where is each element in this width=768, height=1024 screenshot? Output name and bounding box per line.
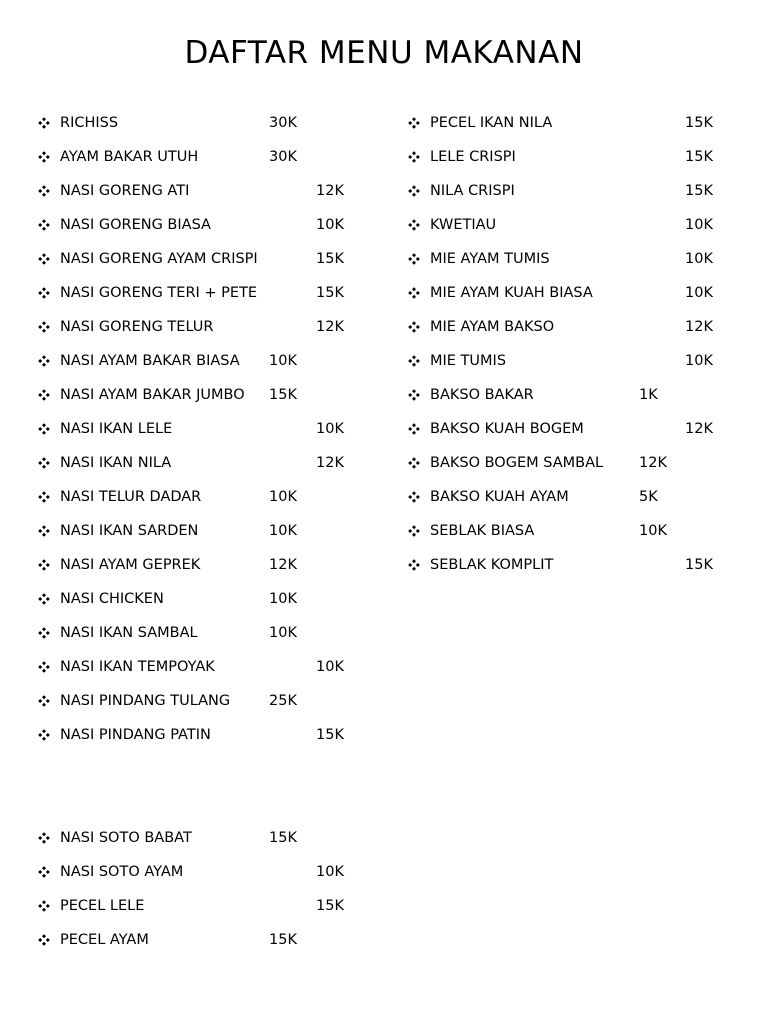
- menu-item-name: BAKSO KUAH AYAM: [430, 489, 569, 505]
- right-menu-item: [408, 317, 725, 337]
- menu-item-name: SEBLAK KOMPLIT: [430, 557, 554, 573]
- four-diamond-bullet-icon: [408, 287, 420, 299]
- menu-item-price: 10K: [269, 489, 297, 505]
- four-diamond-bullet-icon: [408, 525, 420, 537]
- four-diamond-bullet-icon: [38, 934, 50, 946]
- four-diamond-bullet-icon: [408, 559, 420, 571]
- four-diamond-bullet-icon: [38, 117, 50, 129]
- menu-item-price: 10K: [269, 625, 297, 641]
- menu-item-price: 12K: [685, 421, 713, 437]
- menu-item-name: BAKSO BOGEM SAMBAL: [430, 455, 604, 471]
- right-menu-item: [408, 181, 725, 201]
- four-diamond-bullet-icon: [38, 185, 50, 197]
- menu-item-price: 10K: [685, 353, 713, 369]
- four-diamond-bullet-icon: [38, 151, 50, 163]
- menu-item-price: 10K: [269, 523, 297, 539]
- menu-item-name: PECEL IKAN NILA: [430, 115, 553, 131]
- menu-item-name: RICHISS: [60, 115, 119, 131]
- menu-item-name: NASI PINDANG TULANG: [60, 693, 231, 709]
- menu-item-price: 15K: [269, 387, 297, 403]
- left-menu-item: [38, 215, 356, 235]
- left-menu-item: [38, 181, 356, 201]
- four-diamond-bullet-icon: [408, 389, 420, 401]
- menu-item-name: NASI PINDANG PATIN: [60, 727, 211, 743]
- menu-item-price: 1K: [639, 387, 658, 403]
- left-menu-item: [38, 487, 309, 507]
- menu-item-name: NASI IKAN NILA: [60, 455, 172, 471]
- four-diamond-bullet-icon: [408, 219, 420, 231]
- four-diamond-bullet-icon: [38, 321, 50, 333]
- menu-item-price: 10K: [316, 217, 344, 233]
- four-diamond-bullet-icon: [38, 866, 50, 878]
- four-diamond-bullet-icon: [38, 491, 50, 503]
- four-diamond-bullet-icon: [38, 695, 50, 707]
- menu-item-price: 10K: [316, 659, 344, 675]
- four-diamond-bullet-icon: [38, 559, 50, 571]
- four-diamond-bullet-icon: [38, 389, 50, 401]
- four-diamond-bullet-icon: [38, 832, 50, 844]
- left-menu-item: [38, 862, 356, 882]
- four-diamond-bullet-icon: [408, 491, 420, 503]
- menu-item-price: 15K: [685, 557, 713, 573]
- menu-item-price: 12K: [316, 455, 344, 471]
- right-menu-item: [408, 351, 725, 371]
- menu-item-price: 15K: [316, 251, 344, 267]
- menu-item-price: 12K: [269, 557, 297, 573]
- menu-item-name: NASI SOTO BABAT: [60, 830, 192, 846]
- menu-item-price: 12K: [685, 319, 713, 335]
- menu-item-name: MIE TUMIS: [430, 353, 507, 369]
- menu-item-name: NASI AYAM GEPREK: [60, 557, 201, 573]
- left-menu-item: [38, 555, 309, 575]
- four-diamond-bullet-icon: [38, 525, 50, 537]
- four-diamond-bullet-icon: [38, 423, 50, 435]
- right-menu-item: [408, 487, 679, 507]
- right-menu-item: [408, 249, 725, 269]
- menu-item-name: NASI CHICKEN: [60, 591, 164, 607]
- right-menu-item: [408, 419, 725, 439]
- right-menu-item: [408, 147, 725, 167]
- menu-item-name: NASI GORENG ATI: [60, 183, 190, 199]
- left-menu-item: [38, 419, 356, 439]
- menu-item-price: 15K: [685, 149, 713, 165]
- menu-item-name: NASI SOTO AYAM: [60, 864, 184, 880]
- menu-item-price: 12K: [316, 319, 344, 335]
- menu-item-name: AYAM BAKAR UTUH: [60, 149, 199, 165]
- left-menu-item: [38, 351, 309, 371]
- menu-item-price: 12K: [639, 455, 667, 471]
- menu-item-price: 5K: [639, 489, 658, 505]
- right-menu-item: [408, 215, 725, 235]
- four-diamond-bullet-icon: [408, 185, 420, 197]
- right-menu-item: [408, 521, 679, 541]
- four-diamond-bullet-icon: [38, 355, 50, 367]
- menu-item-price: 10K: [685, 285, 713, 301]
- menu-item-name: NASI IKAN LELE: [60, 421, 173, 437]
- left-menu-item: [38, 725, 356, 745]
- four-diamond-bullet-icon: [38, 627, 50, 639]
- left-menu-item: [38, 283, 356, 303]
- menu-item-name: NASI TELUR DADAR: [60, 489, 202, 505]
- four-diamond-bullet-icon: [38, 457, 50, 469]
- menu-item-name: SEBLAK BIASA: [430, 523, 535, 539]
- four-diamond-bullet-icon: [408, 321, 420, 333]
- menu-item-price: 10K: [269, 591, 297, 607]
- page-title: DAFTAR MENU MAKANAN: [184, 35, 584, 71]
- left-menu-item: [38, 828, 309, 848]
- menu-item-price: 10K: [685, 251, 713, 267]
- right-menu-item: [408, 555, 725, 575]
- left-menu-item: [38, 896, 356, 916]
- menu-item-price: 10K: [316, 421, 344, 437]
- left-menu-item: [38, 317, 356, 337]
- right-menu-item: [408, 113, 725, 133]
- menu-item-name: BAKSO KUAH BOGEM: [430, 421, 584, 437]
- menu-item-name: NASI GORENG AYAM CRISPI: [60, 251, 258, 267]
- menu-item-price: 15K: [316, 898, 344, 914]
- right-menu-item: [408, 453, 679, 473]
- menu-item-price: 25K: [269, 693, 297, 709]
- four-diamond-bullet-icon: [408, 423, 420, 435]
- menu-item-price: 15K: [316, 285, 344, 301]
- menu-item-price: 15K: [685, 115, 713, 131]
- menu-item-name: KWETIAU: [430, 217, 497, 233]
- menu-item-name: MIE AYAM BAKSO: [430, 319, 555, 335]
- left-menu-item: [38, 521, 309, 541]
- menu-item-price: 10K: [269, 353, 297, 369]
- menu-item-name: NASI IKAN SARDEN: [60, 523, 199, 539]
- left-menu-item: [38, 589, 309, 609]
- left-menu-item: [38, 930, 309, 950]
- four-diamond-bullet-icon: [38, 219, 50, 231]
- menu-item-name: MIE AYAM KUAH BIASA: [430, 285, 593, 301]
- four-diamond-bullet-icon: [38, 661, 50, 673]
- four-diamond-bullet-icon: [408, 253, 420, 265]
- menu-item-price: 30K: [269, 115, 297, 131]
- four-diamond-bullet-icon: [408, 151, 420, 163]
- menu-item-name: NASI IKAN SAMBAL: [60, 625, 198, 641]
- left-menu-item: [38, 691, 309, 711]
- left-menu-item: [38, 147, 309, 167]
- left-menu-item: [38, 113, 309, 133]
- menu-item-price: 10K: [639, 523, 667, 539]
- four-diamond-bullet-icon: [38, 253, 50, 265]
- menu-item-name: NASI GORENG BIASA: [60, 217, 211, 233]
- menu-item-price: 15K: [685, 183, 713, 199]
- four-diamond-bullet-icon: [38, 287, 50, 299]
- menu-item-price: 10K: [685, 217, 713, 233]
- menu-item-price: 15K: [269, 830, 297, 846]
- menu-item-name: PECEL AYAM: [60, 932, 149, 948]
- menu-item-name: NASI GORENG TERI + PETE: [60, 285, 258, 301]
- left-menu-item: [38, 249, 356, 269]
- left-menu-item: [38, 657, 356, 677]
- right-menu-item: [408, 283, 725, 303]
- menu-item-name: LELE CRISPI: [430, 149, 516, 165]
- menu-item-price: 15K: [269, 932, 297, 948]
- menu-item-name: BAKSO BAKAR: [430, 387, 534, 403]
- menu-item-price: 12K: [316, 183, 344, 199]
- left-menu-item: [38, 385, 309, 405]
- menu-item-name: NASI GORENG TELUR: [60, 319, 214, 335]
- menu-item-name: PECEL LELE: [60, 898, 145, 914]
- menu-item-name: NASI AYAM BAKAR BIASA: [60, 353, 240, 369]
- four-diamond-bullet-icon: [38, 729, 50, 741]
- menu-item-price: 10K: [316, 864, 344, 880]
- right-menu-item: [408, 385, 679, 405]
- left-menu-item: [38, 623, 309, 643]
- four-diamond-bullet-icon: [38, 900, 50, 912]
- menu-item-name: NASI AYAM BAKAR JUMBO: [60, 387, 245, 403]
- four-diamond-bullet-icon: [408, 457, 420, 469]
- menu-item-name: NILA CRISPI: [430, 183, 515, 199]
- menu-item-price: 15K: [316, 727, 344, 743]
- menu-item-name: NASI IKAN TEMPOYAK: [60, 659, 215, 675]
- left-menu-item: [38, 453, 356, 473]
- four-diamond-bullet-icon: [408, 355, 420, 367]
- four-diamond-bullet-icon: [408, 117, 420, 129]
- menu-item-name: MIE AYAM TUMIS: [430, 251, 550, 267]
- menu-item-price: 30K: [269, 149, 297, 165]
- four-diamond-bullet-icon: [38, 593, 50, 605]
